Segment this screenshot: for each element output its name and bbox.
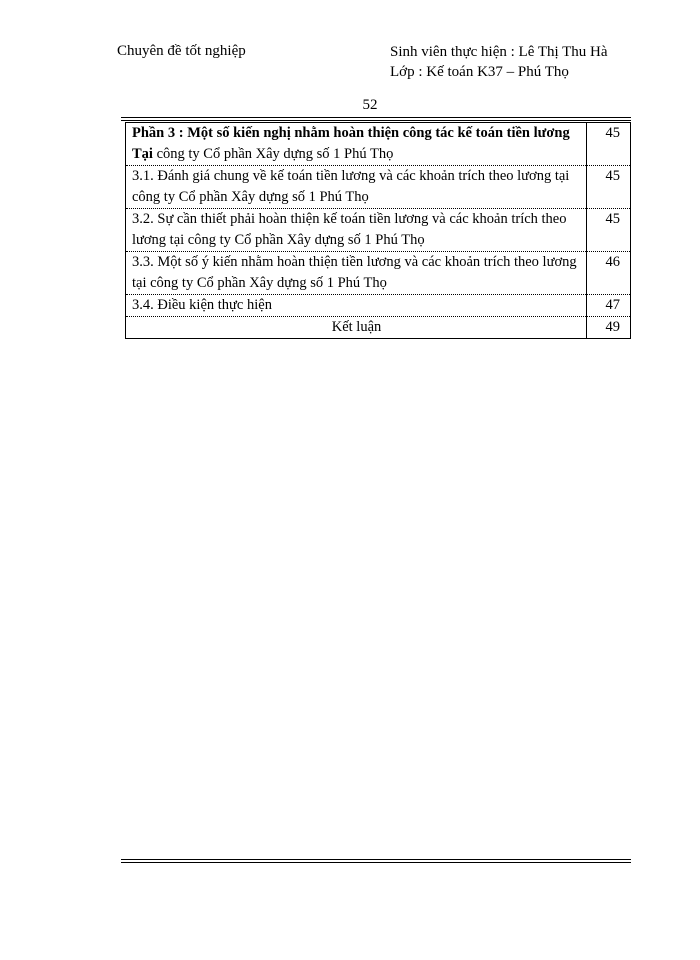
header-document-type: Chuyên đề tốt nghiệp <box>117 43 246 59</box>
toc-row-page: 45 <box>587 166 631 209</box>
toc-row-title: Kết luận <box>126 317 587 339</box>
toc-row-title-bold: Phần 3 : Một số kiến nghị nhằm hoàn thiện công tác kế toán tiền lương Tại <box>132 125 570 162</box>
top-double-rule <box>121 117 631 121</box>
toc-row-part-3 <box>126 123 631 166</box>
toc-row-page: 45 <box>587 209 631 252</box>
toc-row-title: 3.4. Điều kiện thực hiện <box>126 295 587 317</box>
toc-row-3-4 <box>126 295 631 317</box>
bottom-double-rule <box>121 859 631 863</box>
toc-row-3-1 <box>126 166 631 209</box>
table-of-contents <box>125 122 631 339</box>
toc-row-page: 46 <box>587 252 631 295</box>
header-author-block <box>390 42 608 82</box>
toc-row-title: 3.3. Một số ý kiến nhằm hoàn thiện tiền lương và các khoản trích theo lương tại công ty Cổ phần Xây dựng số 1 Phú Thọ <box>126 252 587 295</box>
toc-row-3-2 <box>126 209 631 252</box>
toc-row-title <box>126 123 587 166</box>
page-number: 52 <box>362 97 378 113</box>
toc-row-title: 3.2. Sự cần thiết phải hoàn thiện kế toán tiền lương và các khoản trích theo lương tại công ty Cổ phần Xây dựng số 1 Phú Thọ <box>126 209 587 252</box>
toc-row-conclusion <box>126 317 631 339</box>
toc-row-3-3 <box>126 252 631 295</box>
toc-row-title-rest: công ty Cổ phần Xây dựng số 1 Phú Thọ <box>152 146 394 162</box>
toc-row-title: 3.1. Đánh giá chung về kế toán tiền lương và các khoản trích theo lương tại công ty Cổ phần Xây dựng số 1 Phú Thọ <box>126 166 587 209</box>
toc-row-page: 49 <box>587 317 631 339</box>
toc-row-page: 47 <box>587 295 631 317</box>
header-student: Sinh viên thực hiện : Lê Thị Thu Hà <box>390 44 608 60</box>
header-class: Lớp : Kế toán K37 – Phú Thọ <box>390 64 569 80</box>
toc-row-page: 45 <box>587 123 631 166</box>
